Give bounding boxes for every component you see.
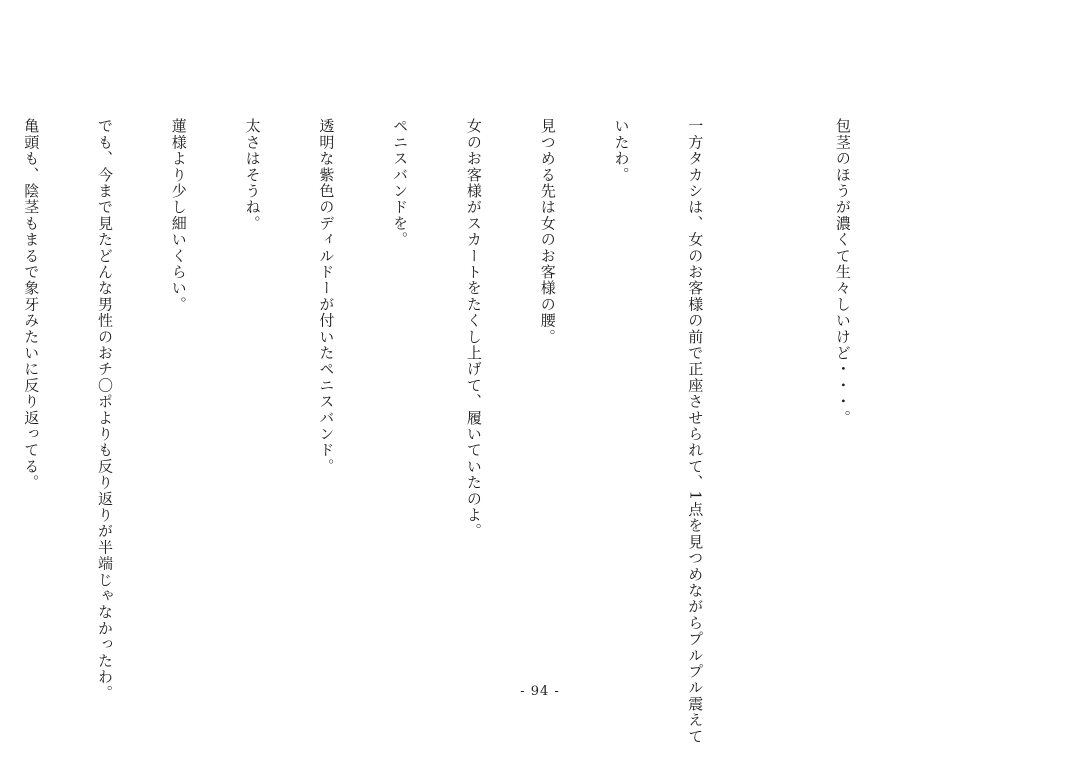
text-line: 太さはそうね。 [243,118,262,232]
text-line: 包茎のほうが濃くて生々しいけど・・・。 [833,118,852,426]
text-line: 亀頭も、陰茎もまるで象牙みたいに反り返ってる。 [22,118,41,491]
text-line: 一方タカシは、女のお客様の前で正座させられて、1点を見つめながらプルプル震えて [686,118,705,745]
page-number: - 94 - [520,684,560,699]
text-line: 蓮様より少し細いくらい。 [169,118,188,313]
text-line: ペニスバンドを。 [391,118,410,248]
text-line: でも、今まで見たどんな男性のおチ〇ポよりも反り返りが半端じゃなかったわ。 [96,118,114,702]
text-line: 見つめる先は女のお客様の腰。 [538,118,557,345]
text-line: 女のお客様がスカートをたくし上げて、履いていたのよ。 [464,118,483,540]
text-line: 透明な紫色のディルドーが付いたペニスバンド。 [317,118,336,475]
text-line [756,118,781,678]
text-line: いたわ。 [612,118,631,183]
